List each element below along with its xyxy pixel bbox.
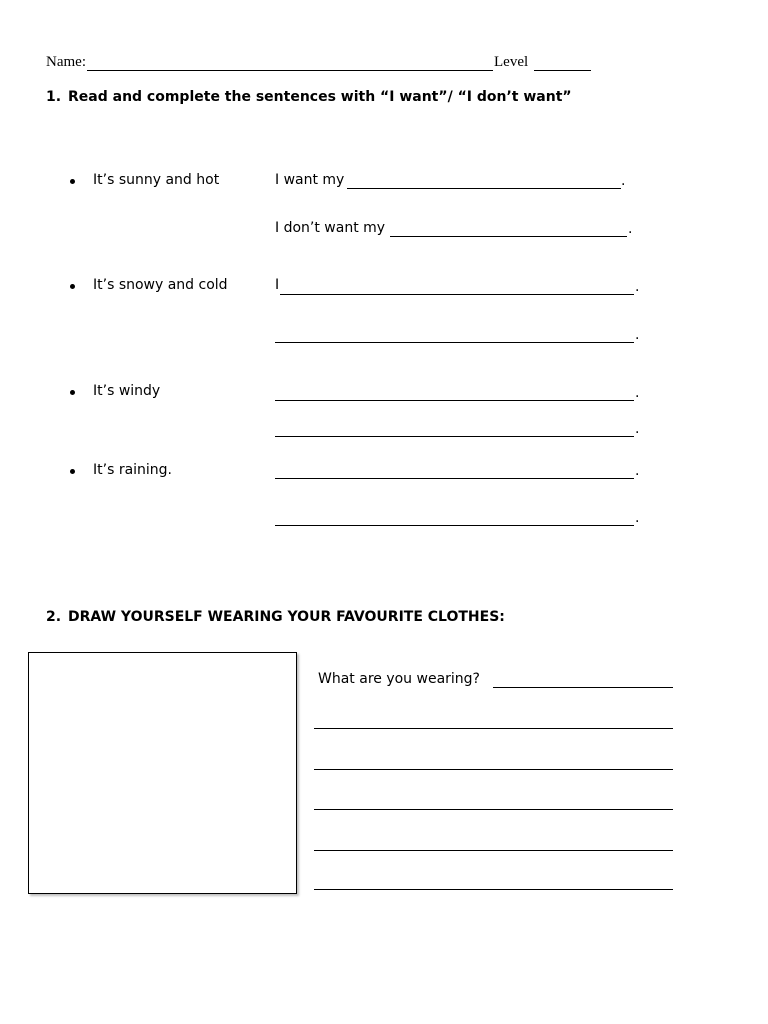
prompt-i-want-my: I want my (275, 172, 345, 188)
wearing-answer-line-5[interactable] (314, 850, 673, 851)
prompt-i-dont-want-my: I don’t want my (275, 220, 386, 236)
answer-line-1[interactable] (347, 188, 621, 189)
wearing-answer-line-6[interactable] (314, 889, 673, 890)
period: . (635, 421, 640, 437)
bullet-icon (70, 284, 75, 289)
condition-sunny: It’s sunny and hot (93, 172, 220, 188)
section2-number: 2. (46, 609, 62, 625)
condition-windy: It’s windy (93, 383, 161, 399)
answer-line-6[interactable] (275, 436, 634, 437)
answer-line-7[interactable] (275, 478, 634, 479)
period: . (635, 327, 640, 343)
period: . (628, 221, 633, 237)
answer-line-8[interactable] (275, 525, 634, 526)
wearing-answer-line-3[interactable] (314, 769, 673, 770)
section1-title: Read and complete the sentences with “I want”/ “I don’t want” (68, 89, 572, 105)
period: . (635, 385, 640, 401)
answer-line-3[interactable] (280, 294, 634, 295)
level-field[interactable] (534, 70, 591, 71)
wearing-answer-line-4[interactable] (314, 809, 673, 810)
period: . (635, 279, 640, 295)
prompt-i: I (275, 277, 280, 293)
condition-snowy: It’s snowy and cold (93, 277, 228, 293)
section1-number: 1. (46, 89, 62, 105)
period: . (635, 463, 640, 479)
level-label: Level (494, 54, 529, 70)
name-field[interactable] (87, 70, 493, 71)
name-label: Name: (46, 54, 86, 70)
wearing-question: What are you wearing? (318, 671, 480, 687)
period: . (621, 173, 626, 189)
bullet-icon (70, 390, 75, 395)
answer-line-2[interactable] (390, 236, 627, 237)
bullet-icon (70, 469, 75, 474)
wearing-answer-line-2[interactable] (314, 728, 673, 729)
condition-raining: It’s raining. (93, 462, 173, 478)
period: . (635, 510, 640, 526)
drawing-box[interactable] (28, 652, 297, 894)
section2-title: DRAW YOURSELF WEARING YOUR FAVOURITE CLOTHES: (68, 609, 505, 625)
answer-line-5[interactable] (275, 400, 634, 401)
wearing-answer-line-1[interactable] (493, 687, 673, 688)
bullet-icon (70, 179, 75, 184)
answer-line-4[interactable] (275, 342, 634, 343)
